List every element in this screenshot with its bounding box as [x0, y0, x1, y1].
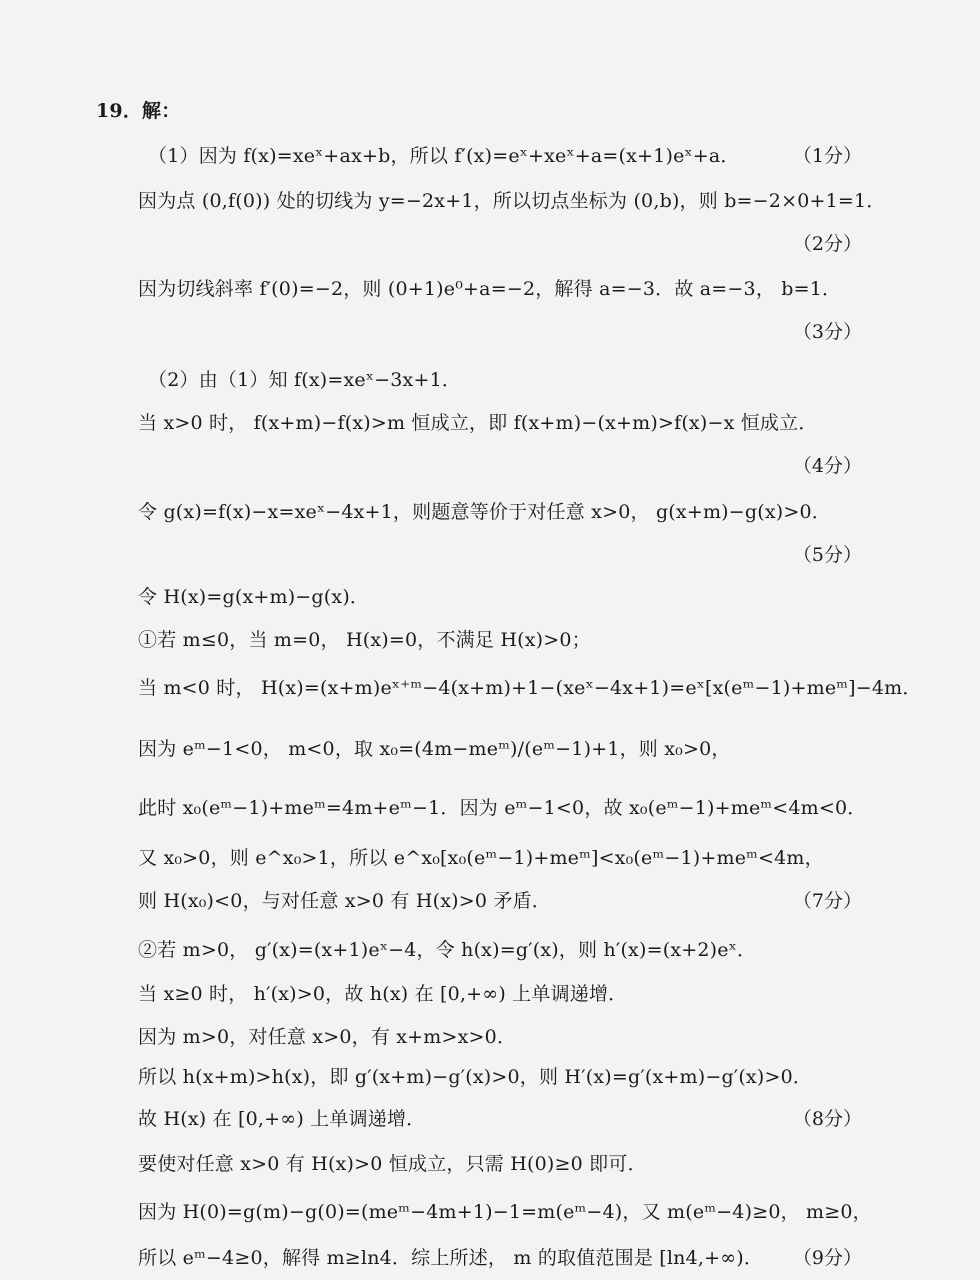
solution-line: ②若 m>0， g′(x)=(x+1)eˣ−4，令 h(x)=g′(x)，则 h′(x)=(x+2)eˣ． [138, 939, 757, 961]
solution-line: （2）由（1）知 f(x)=xeˣ−3x+1． [148, 369, 462, 391]
solution-line: 令 g(x)=f(x)−x=xeˣ−4x+1，则题意等价于对任意 x>0， g(x+m)−g(x)>0． [138, 501, 832, 523]
solution-line: 所以 eᵐ−4≥0，解得 m≥ln4．综上所述， m 的取值范围是 [ln4,+∞)． [138, 1247, 764, 1269]
score-label: （9分） [792, 1247, 862, 1269]
score-label: （7分） [792, 890, 862, 912]
solution-line: （1）因为 f(x)=xeˣ+ax+b，所以 f′(x)=eˣ+xeˣ+a=(x+1)eˣ+a． [148, 145, 740, 167]
solution-line: 当 x>0 时， f(x+m)−f(x)>m 恒成立，即 f(x+m)−(x+m)>f(x)−x 恒成立． [138, 412, 818, 434]
solution-line: 因为 m>0，对任意 x>0，有 x+m>x>0． [138, 1026, 517, 1048]
score-label: （1分） [792, 145, 862, 167]
solution-line: 当 x≥0 时， h′(x)>0，故 h(x) 在 [0,+∞) 上单调递增． [138, 983, 628, 1005]
solution-line: 要使对任意 x>0 有 H(x)>0 恒成立，只需 H(0)≥0 即可． [138, 1153, 647, 1175]
solution-line: 所以 h(x+m)>h(x)，即 g′(x+m)−g′(x)>0，则 H′(x)=g′(x+m)−g′(x)>0． [138, 1066, 813, 1088]
solution-line: 因为 H(0)=g(m)−g(0)=(meᵐ−4m+1)−1=m(eᵐ−4)，又 m(eᵐ−4)≥0， m≥0， [138, 1201, 872, 1223]
solution-line: 因为 eᵐ−1<0， m<0，取 x₀=(4m−meᵐ)/(eᵐ−1)+1，则 x₀>0， [138, 738, 731, 760]
solution-line: 故 H(x) 在 [0,+∞) 上单调递增． [138, 1108, 426, 1130]
solution-line: 因为点 (0,f(0)) 处的切线为 y=−2x+1，所以切点坐标为 (0,b)，则 b=−2×0+1=1． [138, 190, 886, 212]
score-label: （4分） [792, 455, 862, 477]
solution-line: 则 H(x₀)<0，与对任意 x>0 有 H(x)>0 矛盾． [138, 890, 551, 912]
score-label: （2分） [792, 233, 862, 255]
solution-line: 当 m<0 时， H(x)=(x+m)eˣ⁺ᵐ−4(x+m)+1−(xeˣ−4x+1)=eˣ[x(eᵐ−1)+meᵐ]−4m． [138, 677, 922, 699]
solution-line: 此时 x₀(eᵐ−1)+meᵐ=4m+eᵐ−1．因为 eᵐ−1<0，故 x₀(eᵐ−1)+meᵐ<4m<0． [138, 797, 867, 819]
solution-line: 又 x₀>0，则 e^x₀>1，所以 e^x₀[x₀(eᵐ−1)+meᵐ]<x₀(eᵐ−1)+meᵐ<4m， [138, 847, 824, 869]
score-label: （5分） [792, 544, 862, 566]
solution-line: ①若 m≤0，当 m=0， H(x)=0，不满足 H(x)>0； [138, 629, 591, 651]
score-label: （8分） [792, 1108, 862, 1130]
problem-heading: 19．解： [96, 100, 181, 122]
score-label: （3分） [792, 321, 862, 343]
solution-line: 令 H(x)=g(x+m)−g(x)． [138, 586, 370, 608]
solution-line: 因为切线斜率 f′(0)=−2，则 (0+1)e⁰+a=−2，解得 a=−3．故 a=−3， b=1． [138, 278, 842, 300]
